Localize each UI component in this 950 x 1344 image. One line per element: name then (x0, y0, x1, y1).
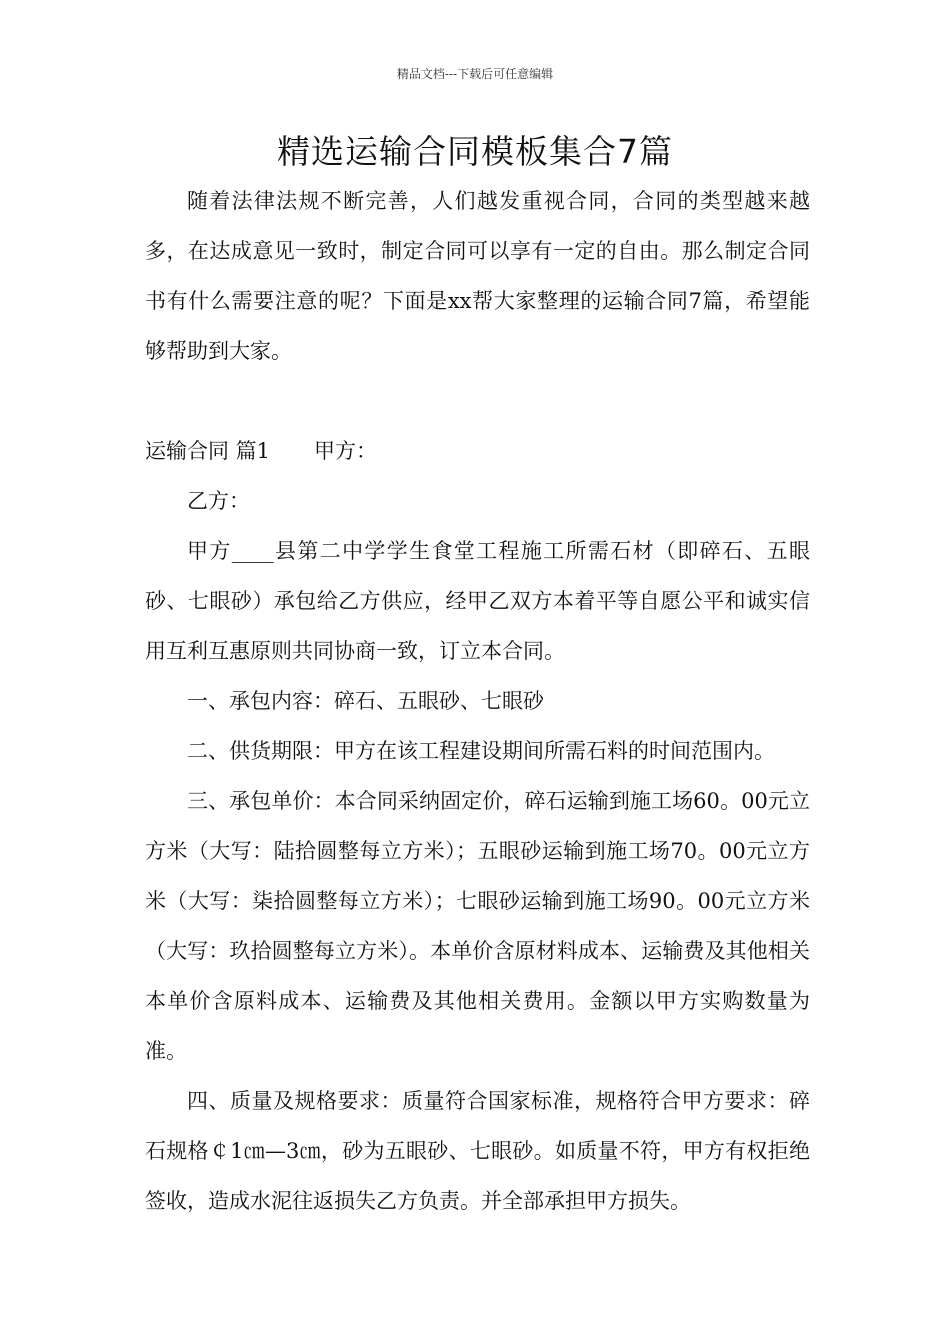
document-title: 精选运输合同模板集合7篇 (277, 132, 673, 171)
paragraph-gap (145, 376, 810, 426)
clause-3: 三、承包单价：本合同采纳固定价，碎石运输到施工场60。00元立方米（大写：陆拾圆整每立方米）；五眼砂运输到施工场70。00元立方米（大写：柒拾圆整每立方米）；七眼砂运输到施工场90。00元立方米（大写：玖拾圆整每立方米）。本单价含原材料成本、运输费及其他相关本单价含原料成本、运输费及其他相关费用。金额以甲方实购数量为准。 (145, 789, 810, 1063)
clause-1: 一、承包内容：碎石、五眼砂、七眼砂 (187, 689, 544, 713)
clause-2: 二、供货期限：甲方在该工程建设期间所需石料的时间范围内。 (187, 739, 775, 763)
section-label: 运输合同 篇1 (145, 439, 271, 463)
header-note: 精品文档---下载后可任意编辑 (396, 67, 554, 81)
document-body (145, 176, 810, 1226)
intro-paragraph: 随着法律法规不断完善，人们越发重视合同，合同的类型越来越多，在达成意见一致时，制定合同可以享有一定的自由。那么制定合同书有什么需要注意的呢？下面是xx帮大家整理的运输合同7篇，希望能够帮助到大家。 (145, 189, 810, 363)
contract-intro-paragraph: 甲方____县第二中学学生食堂工程施工所需石材（即碎石、五眼砂、七眼砂）承包给乙方供应，经甲乙双方本着平等自愿公平和诚实信用互利互惠原则共同协商一致，订立本合同。 (145, 539, 810, 663)
clause-4: 四、质量及规格要求：质量符合国家标准，规格符合甲方要求：碎石规格￠1㎝—3㎝，砂为五眼砂、七眼砂。如质量不符，甲方有权拒绝签收，造成水泥往返损失乙方负责。并全部承担甲方损失。 (145, 1089, 810, 1213)
section-heading-line (145, 426, 810, 476)
party-b-label: 乙方： (187, 489, 250, 513)
party-a-label: 甲方： (314, 439, 378, 463)
